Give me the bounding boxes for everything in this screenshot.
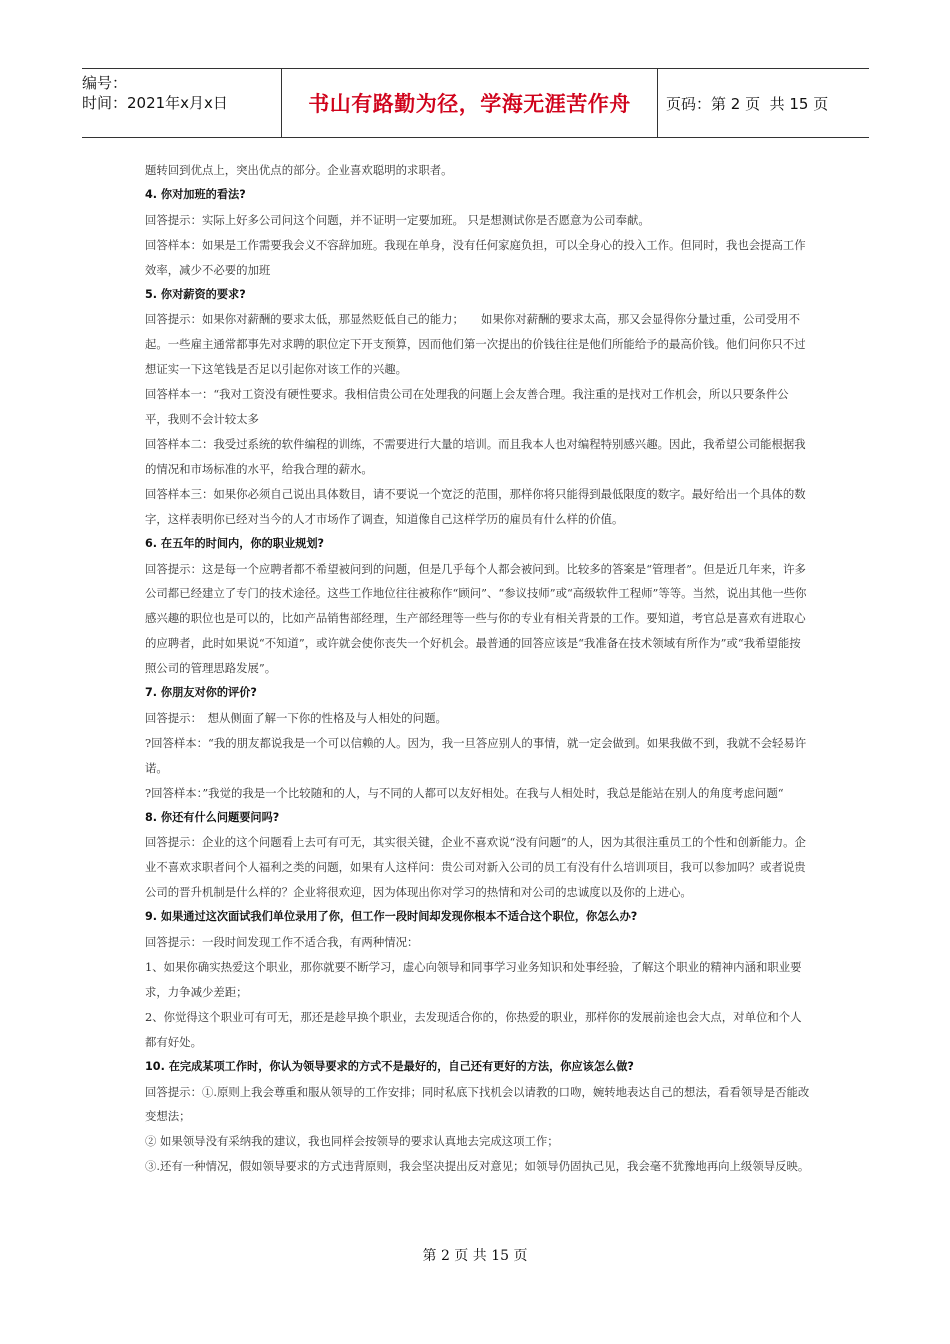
body-paragraph: 2、你觉得这个职业可有可无，那还是趁早换个职业，去发现适合你的，你热爱的职业，那样你的发展前途也会大点，对单位和个人都有好处。 <box>145 1009 802 1049</box>
body-paragraph: 回答提示：企业的这个问题看上去可有可无，其实很关键，企业不喜欢说“没有问题”的人，因为其很注重员工的个性和创新能力。企业不喜欢求职者问个人福利之类的问题，如果有人这样问：贵公司对新入公司的员工有没有什么培训项目，我可以参加吗？或者说贵公司的晋升机制是什么样的？企业将很欢迎，因为体现出你对学习的热情和对公司的忠诚度以及你的上进心。 <box>145 835 806 900</box>
serial-label: 编号： <box>82 74 128 92</box>
header-meta <box>82 69 282 137</box>
body-paragraph: 回答提示：①.原则上我会尊重和服从领导的工作安排；同时私底下找机会以请教的口吻，婉转地表达自己的想法，看看领导是否能改变想法； <box>145 1084 810 1124</box>
body-paragraph: 回答提示：实际上好多公司问这个问题，并不证明一定要加班。 只是想测试你是否愿意为公司奉献。 <box>145 212 650 227</box>
body-paragraph: 回答提示：一段时间发现工作不适合我，有两种情况： <box>145 935 419 950</box>
body-paragraph: 1、如果你确实热爱这个职业，那你就要不断学习，虚心向领导和同事学习业务知识和处事经验，了解这个职业的精神内涵和职业要求，力争减少差距； <box>145 960 802 999</box>
body-paragraph: 回答样本：如果是工作需要我会义不容辞加班。我现在单身，没有任何家庭负担，可以全身心的投入工作。但同时，我也会提高工作效率，减少不必要的加班 <box>145 237 806 277</box>
body-paragraph: ② 如果领导没有采纳我的建议，我也同样会按领导的要求认真地去完成这项工作； <box>145 1134 559 1149</box>
body-paragraph: 回答提示： 想从侧面了解一下你的性格及与人相处的问题。 <box>145 710 447 725</box>
question-heading: 8. 你还有什么问题要问吗? <box>145 810 280 824</box>
body-paragraph: 回答样本一：“我对工资没有硬性要求。我相信贵公司在处理我的问题上会友善合理。我注重的是找对工作机会，所以只要条件公平，我则不会计较太多 <box>145 387 789 427</box>
question-heading: 9. 如果通过这次面试我们单位录用了你，但工作一段时间却发现你根本不适合这个职位，你怎么办? <box>145 910 638 924</box>
question-heading: 4. 你对加班的看法? <box>145 187 246 201</box>
body-paragraph: 回答提示：这是每一个应聘者都不希望被问到的问题，但是几乎每个人都会被问到。比较多的答案是“管理者”。但是近几年来，许多公司都已经建立了专门的技术途径。这些工作地位往往被称作“顾问”、“参议技师”或“高级软件工程师”等等。当然，说出其他一些你感兴趣的职位也是可以的，比如产品销售部经理，生产部经理等一些与你的专业有相关背景的工作。要知道，考官总是喜欢有进取心的应聘者，此时如果说“不知道”，或许就会使你丧失一个好机会。最普通的回答应该是“我准备在技术领域有所作为”或“我希望能按照公司的管理思路发展”。 <box>145 561 807 676</box>
body-paragraph: 回答样本三：如果你必须自己说出具体数目，请不要说一个宽泛的范围，那样你将只能得到最低限度的数字。最好给出一个具体的数字，这样表明你已经对当今的人才市场作了调查，知道像自己这样学历的雇员有什么样的价值。 <box>145 486 806 526</box>
header-page-info: 页码：第 2 页 共 15 页 <box>666 94 829 113</box>
question-heading: 5. 你对薪资的要求? <box>145 287 246 301</box>
page-header <box>82 68 869 138</box>
body-paragraph: ?回答样本：”我觉的我是一个比较随和的人，与不同的人都可以友好相处。在我与人相处时，我总是能站在别人的角度考虑问题“ <box>145 785 784 800</box>
body-paragraph: ?回答样本：“我的朋友都说我是一个可以信赖的人。因为，我一旦答应别人的事情，就一定会做到。如果我做不到，我就不会轻易许诺。 <box>145 735 807 775</box>
body-paragraph: 题转回到优点上，突出优点的部分。企业喜欢聪明的求职者。 <box>145 163 453 177</box>
body-paragraph: ③.还有一种情况，假如领导要求的方式违背原则，我会坚决提出反对意见；如领导仍固执己见，我会毫不犹豫地再向上级领导反映。 <box>145 1159 810 1174</box>
page-footer: 第 2 页 共 15 页 <box>422 1248 528 1264</box>
header-motto: 书山有路勤为径，学海无涯苦作舟 <box>282 69 658 137</box>
question-heading: 10. 在完成某项工作时，你认为领导要求的方式不是最好的，自己还有更好的方法，你应该怎么做? <box>145 1059 634 1073</box>
time-label: 时间：2021年x月x日 <box>82 94 228 112</box>
question-heading: 6. 在五年的时间内，你的职业规划? <box>145 536 325 550</box>
body-paragraph: 回答提示：如果你对薪酬的要求太低，那显然贬低自己的能力； 如果你对薪酬的要求太高，那又会显得你分量过重，公司受用不起。一些雇主通常都事先对求聘的职位定下开支预算，因而他们第一次提出的价钱往往是他们所能给予的最高价钱。他们问你只不过想证实一下这笔钱是否足以引起你对该工作的兴趣。 <box>145 312 806 377</box>
question-heading: 7. 你朋友对你的评价? <box>145 686 257 700</box>
body-paragraph: 回答样本二：我受过系统的软件编程的训练，不需要进行大量的培训。而且我本人也对编程特别感兴趣。因此，我希望公司能根据我的情况和市场标准的水平，给我合理的薪水。 <box>145 436 806 476</box>
document-body <box>145 158 810 1179</box>
